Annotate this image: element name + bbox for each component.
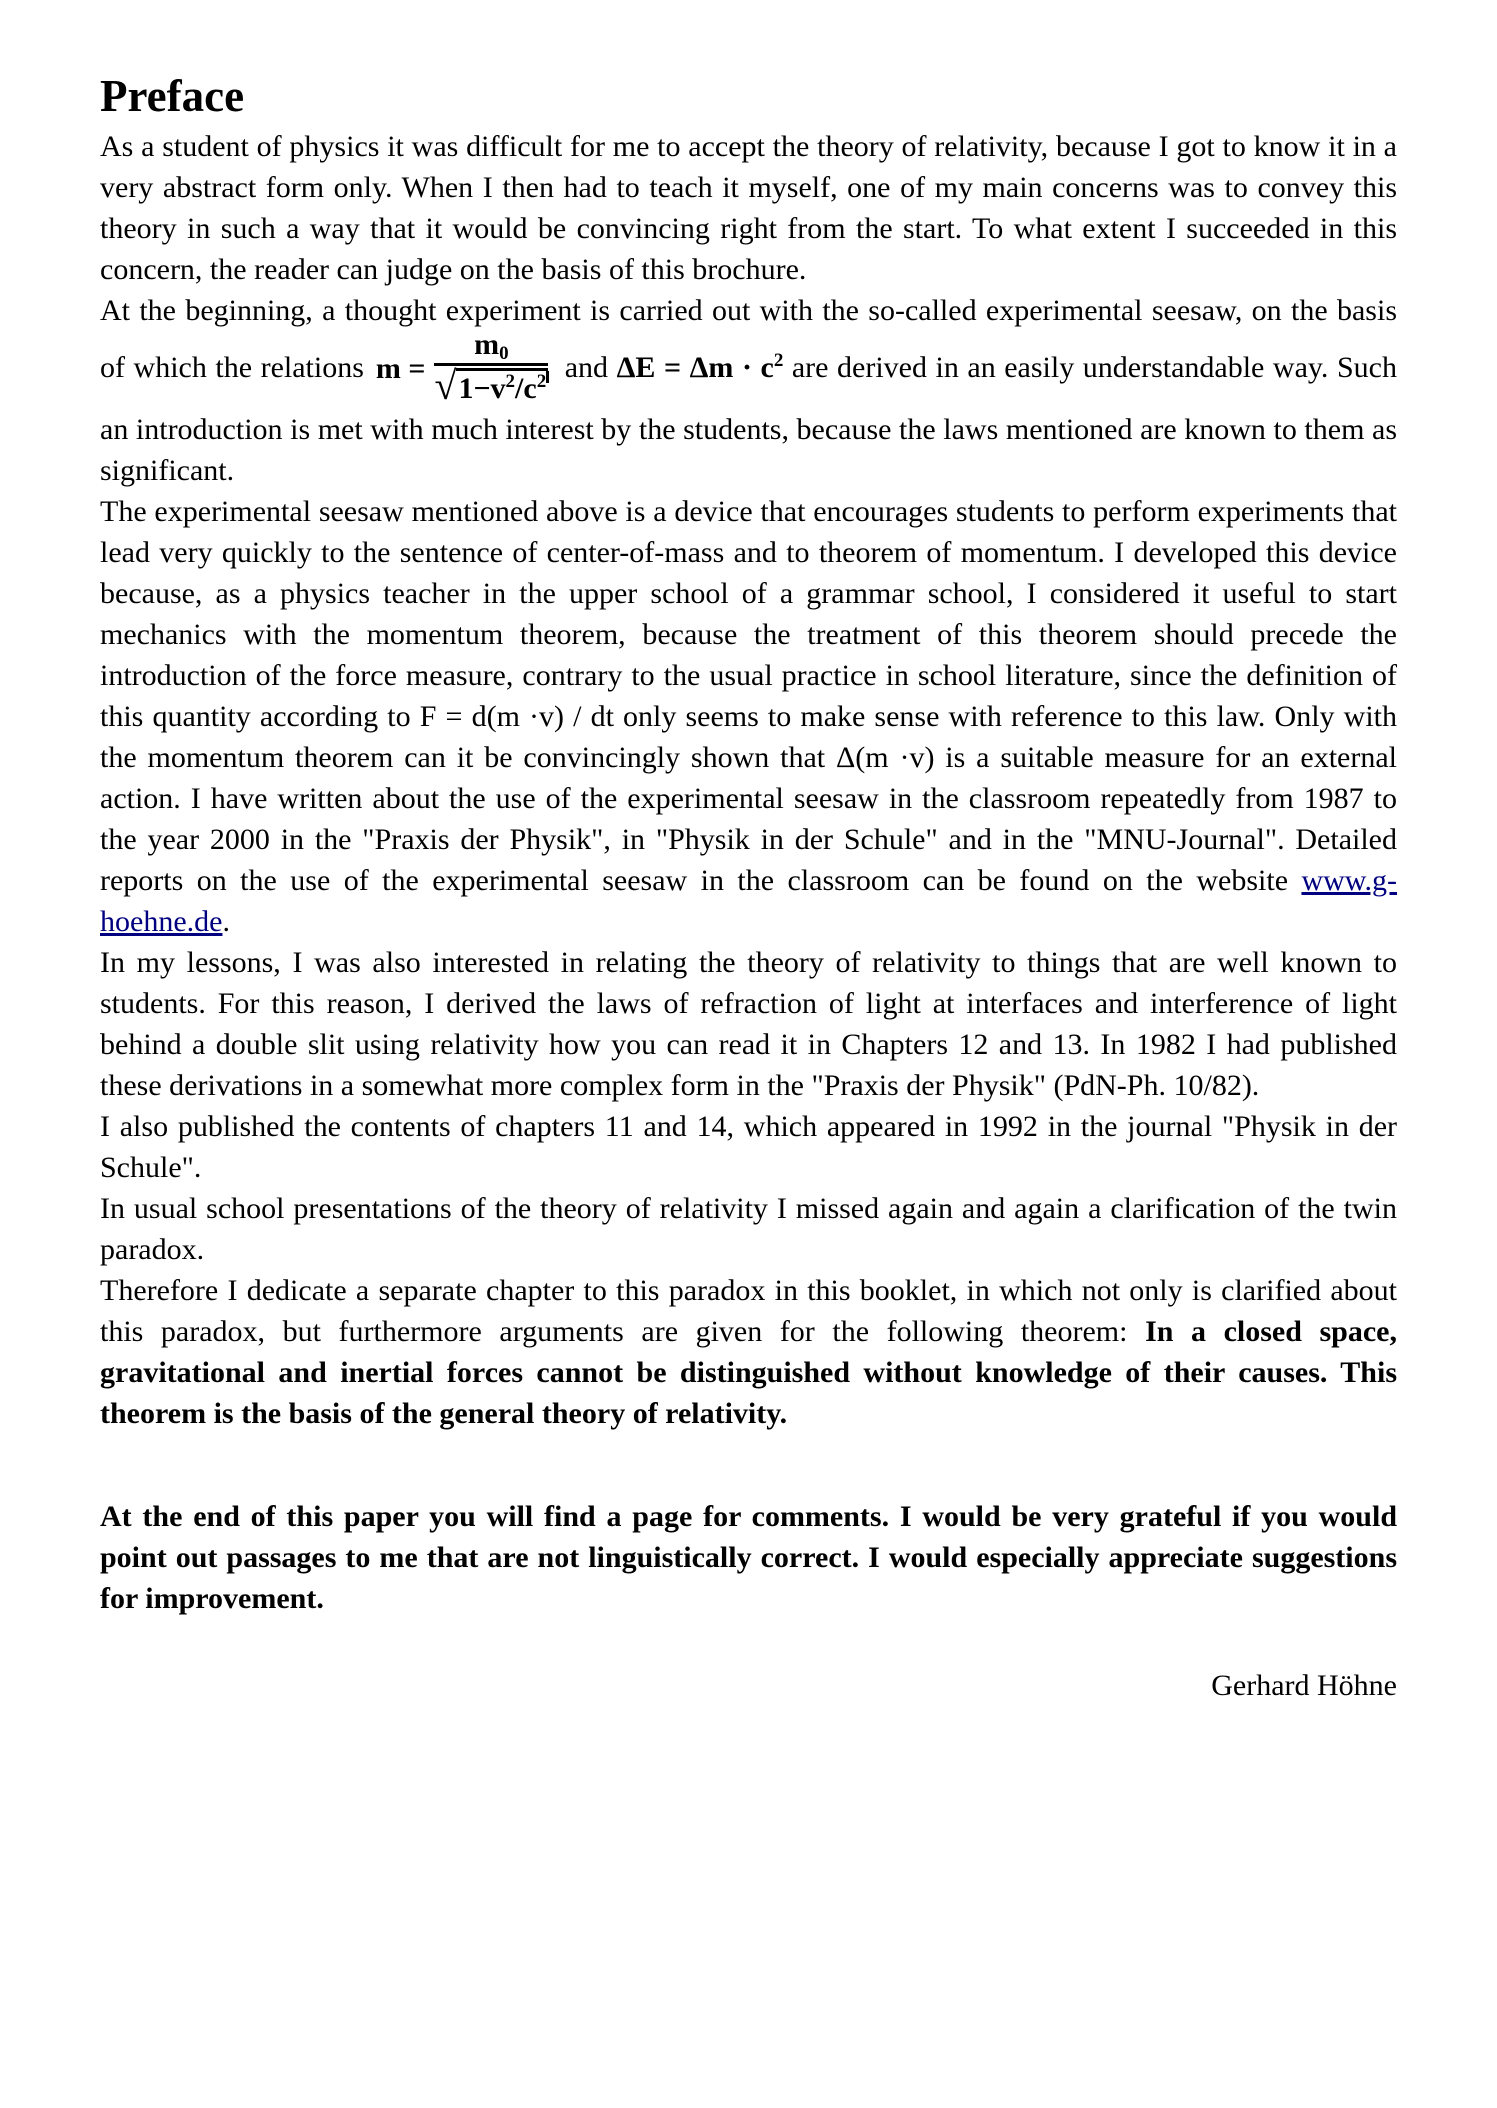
paragraph-lessons: In my lessons, I was also interested in relating the theory of relativity to things that are well known to students. For this reason, I derived the laws of refraction of light at interfaces and interference of light behind a double slit using relativity how you can read it in Chapters 12 and 13. In 1982 I had published these derivations in a somewhat more complex form in the "Praxis der Physik" (PdN-Ph. 10/82). xyxy=(100,946,1397,1102)
paragraph-formula-tail: are derived in an easily understandable way. Such an introduction is met with much interest by the students, because the laws mentioned are known to them as significant. xyxy=(100,350,1397,487)
paragraph-twin-paradox: In usual school presentations of the theory of relativity I missed again and again a clarification of the twin paradox. xyxy=(100,1192,1397,1266)
conjunction-and: and xyxy=(556,350,617,384)
radicand-term-a: 1−v xyxy=(458,372,506,405)
radicand-term-b: /c xyxy=(515,372,537,405)
mass-formula-lhs: m = xyxy=(375,351,426,385)
energy-formula xyxy=(617,351,784,384)
paragraph-seesaw-text: The experimental seesaw mentioned above is a device that encourages students to perform experiments that lead very quickly to the sentence of center-of-mass and to theorem of momentum. I developed this device because, as a physics teacher in the upper school of a grammar school, I considered it useful to start mechanics with the momentum theorem, because the treatment of this theorem should precede the introduction of the force measure, contrary to the usual practice in school literature, since the definition of this quantity according to F = d(m ·v) / dt only seems to make sense with reference to this law. Only with the momentum theorem can it be convincingly shown that Δ(m ·v) is a suitable measure for an external action. I have written about the use of the experimental seesaw in the classroom repeatedly from 1987 to the year 2000 in the "Praxis der Physik", in "Physik in der Schule" and in the "MNU-Journal". Detailed reports on the use of the experimental seesaw in the classroom can be found on the website xyxy=(100,495,1397,897)
paragraph-formula xyxy=(100,290,1397,491)
radical-sign: √ xyxy=(434,363,457,408)
paragraph-intro: As a student of physics it was difficult for me to accept the theory of relativity, because I got to know it in a very abstract form only. When I then had to teach it myself, one of my main concerns was to convey this theory in such a way that it would be convincing right from the start. To what extent I succeeded in this concern, the reader can judge on the basis of this brochure. xyxy=(100,130,1397,286)
radicand xyxy=(456,368,548,407)
paragraph-theorem xyxy=(100,1270,1397,1434)
paragraph-comments-request: At the end of this paper you will find a page for comments. I would be very grateful if you would point out passages to me that are not linguistically correct. I would especially appreciate suggestions for improvement. xyxy=(100,1500,1397,1615)
radicand-exponent-b: 2 xyxy=(536,371,547,392)
numerator-symbol: m xyxy=(474,328,500,361)
paragraph-theorem-lead: Therefore I dedicate a separate chapter to this paradox in this booklet, in which not only is clarified about this paradox, but furthermore arguments are given for the following theorem: xyxy=(100,1274,1397,1348)
numerator-subscript: 0 xyxy=(499,343,509,364)
mass-formula-fraction xyxy=(434,329,548,407)
radicand-exponent-a: 2 xyxy=(505,371,516,392)
paragraph-seesaw xyxy=(100,491,1397,942)
paragraph-seesaw-period: . xyxy=(222,905,230,938)
author-signature: Gerhard Höhne xyxy=(1211,1669,1397,1702)
mass-formula-denominator xyxy=(434,363,548,408)
energy-formula-base: ΔE = Δm · c xyxy=(616,350,774,384)
mass-formula-numerator xyxy=(434,329,548,366)
theorem-statement: In a closed space, gravitational and inertial forces cannot be distinguished without knowledge of their causes. This theorem is the basis of the general theory of relativity. xyxy=(100,1315,1397,1430)
paragraph-published: I also published the contents of chapters 11 and 14, which appeared in 1992 in the journal "Physik in der Schule". xyxy=(100,1110,1397,1184)
paragraph-formula-lead: At the beginning, a thought experiment is carried out with the so-called experimental seesaw, on the basis of which the relations xyxy=(100,294,1397,384)
mass-formula xyxy=(376,329,548,407)
page-title: Preface xyxy=(100,71,245,121)
energy-formula-exponent: 2 xyxy=(773,349,784,371)
website-link[interactable]: www.g-hoehne.de xyxy=(100,864,1397,938)
